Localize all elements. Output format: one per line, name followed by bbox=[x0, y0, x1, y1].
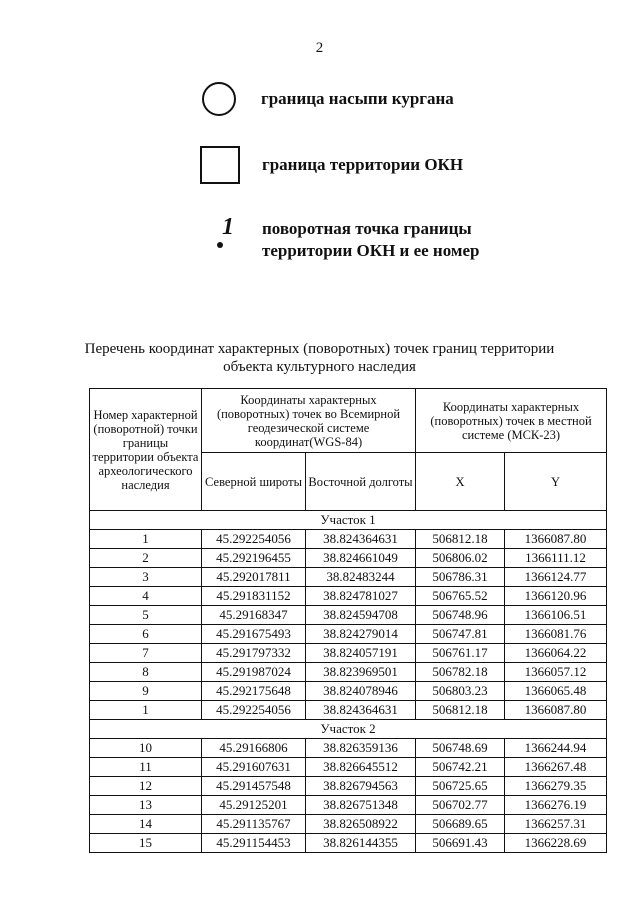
cell-y: 1366267.48 bbox=[505, 758, 607, 777]
cell-east-longitude: 38.826508922 bbox=[306, 815, 416, 834]
cell-x: 506765.52 bbox=[416, 587, 505, 606]
cell-x: 506812.18 bbox=[416, 530, 505, 549]
cell-point-number: 10 bbox=[90, 739, 202, 758]
cell-east-longitude: 38.824078946 bbox=[306, 682, 416, 701]
legend-mound-boundary-label: граница насыпи кургана bbox=[261, 89, 454, 108]
header-point-number: Номер характерной (поворотной) точки границы территории объекта археологического наследия bbox=[90, 389, 202, 511]
cell-north-latitude: 45.292175648 bbox=[202, 682, 306, 701]
cell-north-latitude: 45.292017811 bbox=[202, 568, 306, 587]
cell-point-number: 13 bbox=[90, 796, 202, 815]
legend-turn-point-label-line1: поворотная точка границы bbox=[262, 219, 472, 238]
header-x: X bbox=[416, 453, 505, 511]
cell-y: 1366057.12 bbox=[505, 663, 607, 682]
cell-x: 506748.69 bbox=[416, 739, 505, 758]
table-row bbox=[90, 796, 607, 815]
legend-turn-point bbox=[200, 216, 479, 262]
cell-east-longitude: 38.824279014 bbox=[306, 625, 416, 644]
cell-point-number: 11 bbox=[90, 758, 202, 777]
table-row bbox=[90, 549, 607, 568]
cell-east-longitude: 38.826144355 bbox=[306, 834, 416, 853]
cell-north-latitude: 45.291135767 bbox=[202, 815, 306, 834]
table-title-line2: объекта культурного наследия bbox=[223, 359, 416, 375]
cell-y: 1366276.19 bbox=[505, 796, 607, 815]
cell-north-latitude: 45.292254056 bbox=[202, 701, 306, 720]
cell-point-number: 15 bbox=[90, 834, 202, 853]
cell-point-number: 4 bbox=[90, 587, 202, 606]
legend-territory-boundary bbox=[200, 146, 463, 184]
cell-point-number: 9 bbox=[90, 682, 202, 701]
cell-east-longitude: 38.826751348 bbox=[306, 796, 416, 815]
cell-x: 506812.18 bbox=[416, 701, 505, 720]
table-title-line1: Перечень координат характерных (поворотных) точек границ территории bbox=[84, 341, 555, 357]
table-row bbox=[90, 815, 607, 834]
turn-point-symbol-icon bbox=[200, 216, 240, 256]
cell-east-longitude: 38.82483244 bbox=[306, 568, 416, 587]
cell-point-number: 2 bbox=[90, 549, 202, 568]
header-msk23: Координаты характерных (поворотных) точек в местной системе (МСК-23) bbox=[416, 389, 607, 453]
cell-north-latitude: 45.291457548 bbox=[202, 777, 306, 796]
cell-north-latitude: 45.29168347 bbox=[202, 606, 306, 625]
cell-north-latitude: 45.291831152 bbox=[202, 587, 306, 606]
cell-x: 506786.31 bbox=[416, 568, 505, 587]
cell-east-longitude: 38.824594708 bbox=[306, 606, 416, 625]
cell-point-number: 1 bbox=[90, 530, 202, 549]
table-row bbox=[90, 625, 607, 644]
header-wgs84: Координаты характерных (поворотных) точек во Всемирной геодезической системе координат(WGS-84) bbox=[202, 389, 416, 453]
table-row bbox=[90, 682, 607, 701]
header-y: Y bbox=[505, 453, 607, 511]
table-row bbox=[90, 644, 607, 663]
table-row bbox=[90, 606, 607, 625]
cell-x: 506748.96 bbox=[416, 606, 505, 625]
dot-icon bbox=[217, 242, 223, 248]
square-symbol-icon bbox=[200, 146, 240, 184]
turn-point-number: 1 bbox=[222, 214, 234, 240]
cell-north-latitude: 45.29125201 bbox=[202, 796, 306, 815]
table-row bbox=[90, 758, 607, 777]
cell-y: 1366257.31 bbox=[505, 815, 607, 834]
cell-y: 1366081.76 bbox=[505, 625, 607, 644]
table-row bbox=[90, 530, 607, 549]
cell-east-longitude: 38.824057191 bbox=[306, 644, 416, 663]
table-row bbox=[90, 739, 607, 758]
cell-east-longitude: 38.824661049 bbox=[306, 549, 416, 568]
cell-point-number: 8 bbox=[90, 663, 202, 682]
legend-mound-boundary bbox=[200, 82, 454, 116]
cell-x: 506689.65 bbox=[416, 815, 505, 834]
cell-y: 1366065.48 bbox=[505, 682, 607, 701]
cell-y: 1366244.94 bbox=[505, 739, 607, 758]
cell-y: 1366064.22 bbox=[505, 644, 607, 663]
cell-east-longitude: 38.826794563 bbox=[306, 777, 416, 796]
table-row bbox=[90, 701, 607, 720]
cell-north-latitude: 45.29166806 bbox=[202, 739, 306, 758]
cell-y: 1366228.69 bbox=[505, 834, 607, 853]
cell-x: 506803.23 bbox=[416, 682, 505, 701]
cell-east-longitude: 38.826359136 bbox=[306, 739, 416, 758]
cell-y: 1366111.12 bbox=[505, 549, 607, 568]
cell-east-longitude: 38.823969501 bbox=[306, 663, 416, 682]
cell-point-number: 12 bbox=[90, 777, 202, 796]
table-row bbox=[90, 587, 607, 606]
cell-x: 506691.43 bbox=[416, 834, 505, 853]
cell-north-latitude: 45.291675493 bbox=[202, 625, 306, 644]
header-east-longitude: Восточной долготы bbox=[306, 453, 416, 511]
section-row bbox=[90, 720, 607, 739]
table-row bbox=[90, 777, 607, 796]
legend-territory-boundary-label: граница территории ОКН bbox=[262, 155, 464, 174]
section-title: Участок 2 bbox=[90, 720, 607, 739]
cell-x: 506806.02 bbox=[416, 549, 505, 568]
cell-y: 1366106.51 bbox=[505, 606, 607, 625]
circle-symbol-icon bbox=[202, 82, 236, 116]
cell-x: 506782.18 bbox=[416, 663, 505, 682]
cell-north-latitude: 45.292254056 bbox=[202, 530, 306, 549]
table-row bbox=[90, 834, 607, 853]
cell-point-number: 5 bbox=[90, 606, 202, 625]
table-title bbox=[0, 340, 639, 376]
section-row bbox=[90, 511, 607, 530]
cell-point-number: 7 bbox=[90, 644, 202, 663]
cell-y: 1366279.35 bbox=[505, 777, 607, 796]
cell-north-latitude: 45.291797332 bbox=[202, 644, 306, 663]
cell-east-longitude: 38.824364631 bbox=[306, 530, 416, 549]
cell-y: 1366087.80 bbox=[505, 530, 607, 549]
cell-x: 506747.81 bbox=[416, 625, 505, 644]
page-number: 2 bbox=[315, 40, 324, 56]
cell-point-number: 3 bbox=[90, 568, 202, 587]
cell-east-longitude: 38.826645512 bbox=[306, 758, 416, 777]
cell-y: 1366087.80 bbox=[505, 701, 607, 720]
cell-east-longitude: 38.824781027 bbox=[306, 587, 416, 606]
coordinates-table bbox=[89, 388, 607, 853]
cell-y: 1366124.77 bbox=[505, 568, 607, 587]
cell-point-number: 1 bbox=[90, 701, 202, 720]
table-row bbox=[90, 568, 607, 587]
cell-x: 506761.17 bbox=[416, 644, 505, 663]
cell-east-longitude: 38.824364631 bbox=[306, 701, 416, 720]
legend-turn-point-label-line2: территории ОКН и ее номер bbox=[262, 241, 480, 260]
cell-x: 506702.77 bbox=[416, 796, 505, 815]
table-body bbox=[90, 511, 607, 853]
section-title: Участок 1 bbox=[90, 511, 607, 530]
cell-north-latitude: 45.291607631 bbox=[202, 758, 306, 777]
cell-north-latitude: 45.292196455 bbox=[202, 549, 306, 568]
cell-x: 506725.65 bbox=[416, 777, 505, 796]
cell-y: 1366120.96 bbox=[505, 587, 607, 606]
cell-point-number: 6 bbox=[90, 625, 202, 644]
header-north-latitude: Северной широты bbox=[202, 453, 306, 511]
cell-point-number: 14 bbox=[90, 815, 202, 834]
cell-north-latitude: 45.291154453 bbox=[202, 834, 306, 853]
cell-north-latitude: 45.291987024 bbox=[202, 663, 306, 682]
cell-x: 506742.21 bbox=[416, 758, 505, 777]
table-row bbox=[90, 663, 607, 682]
